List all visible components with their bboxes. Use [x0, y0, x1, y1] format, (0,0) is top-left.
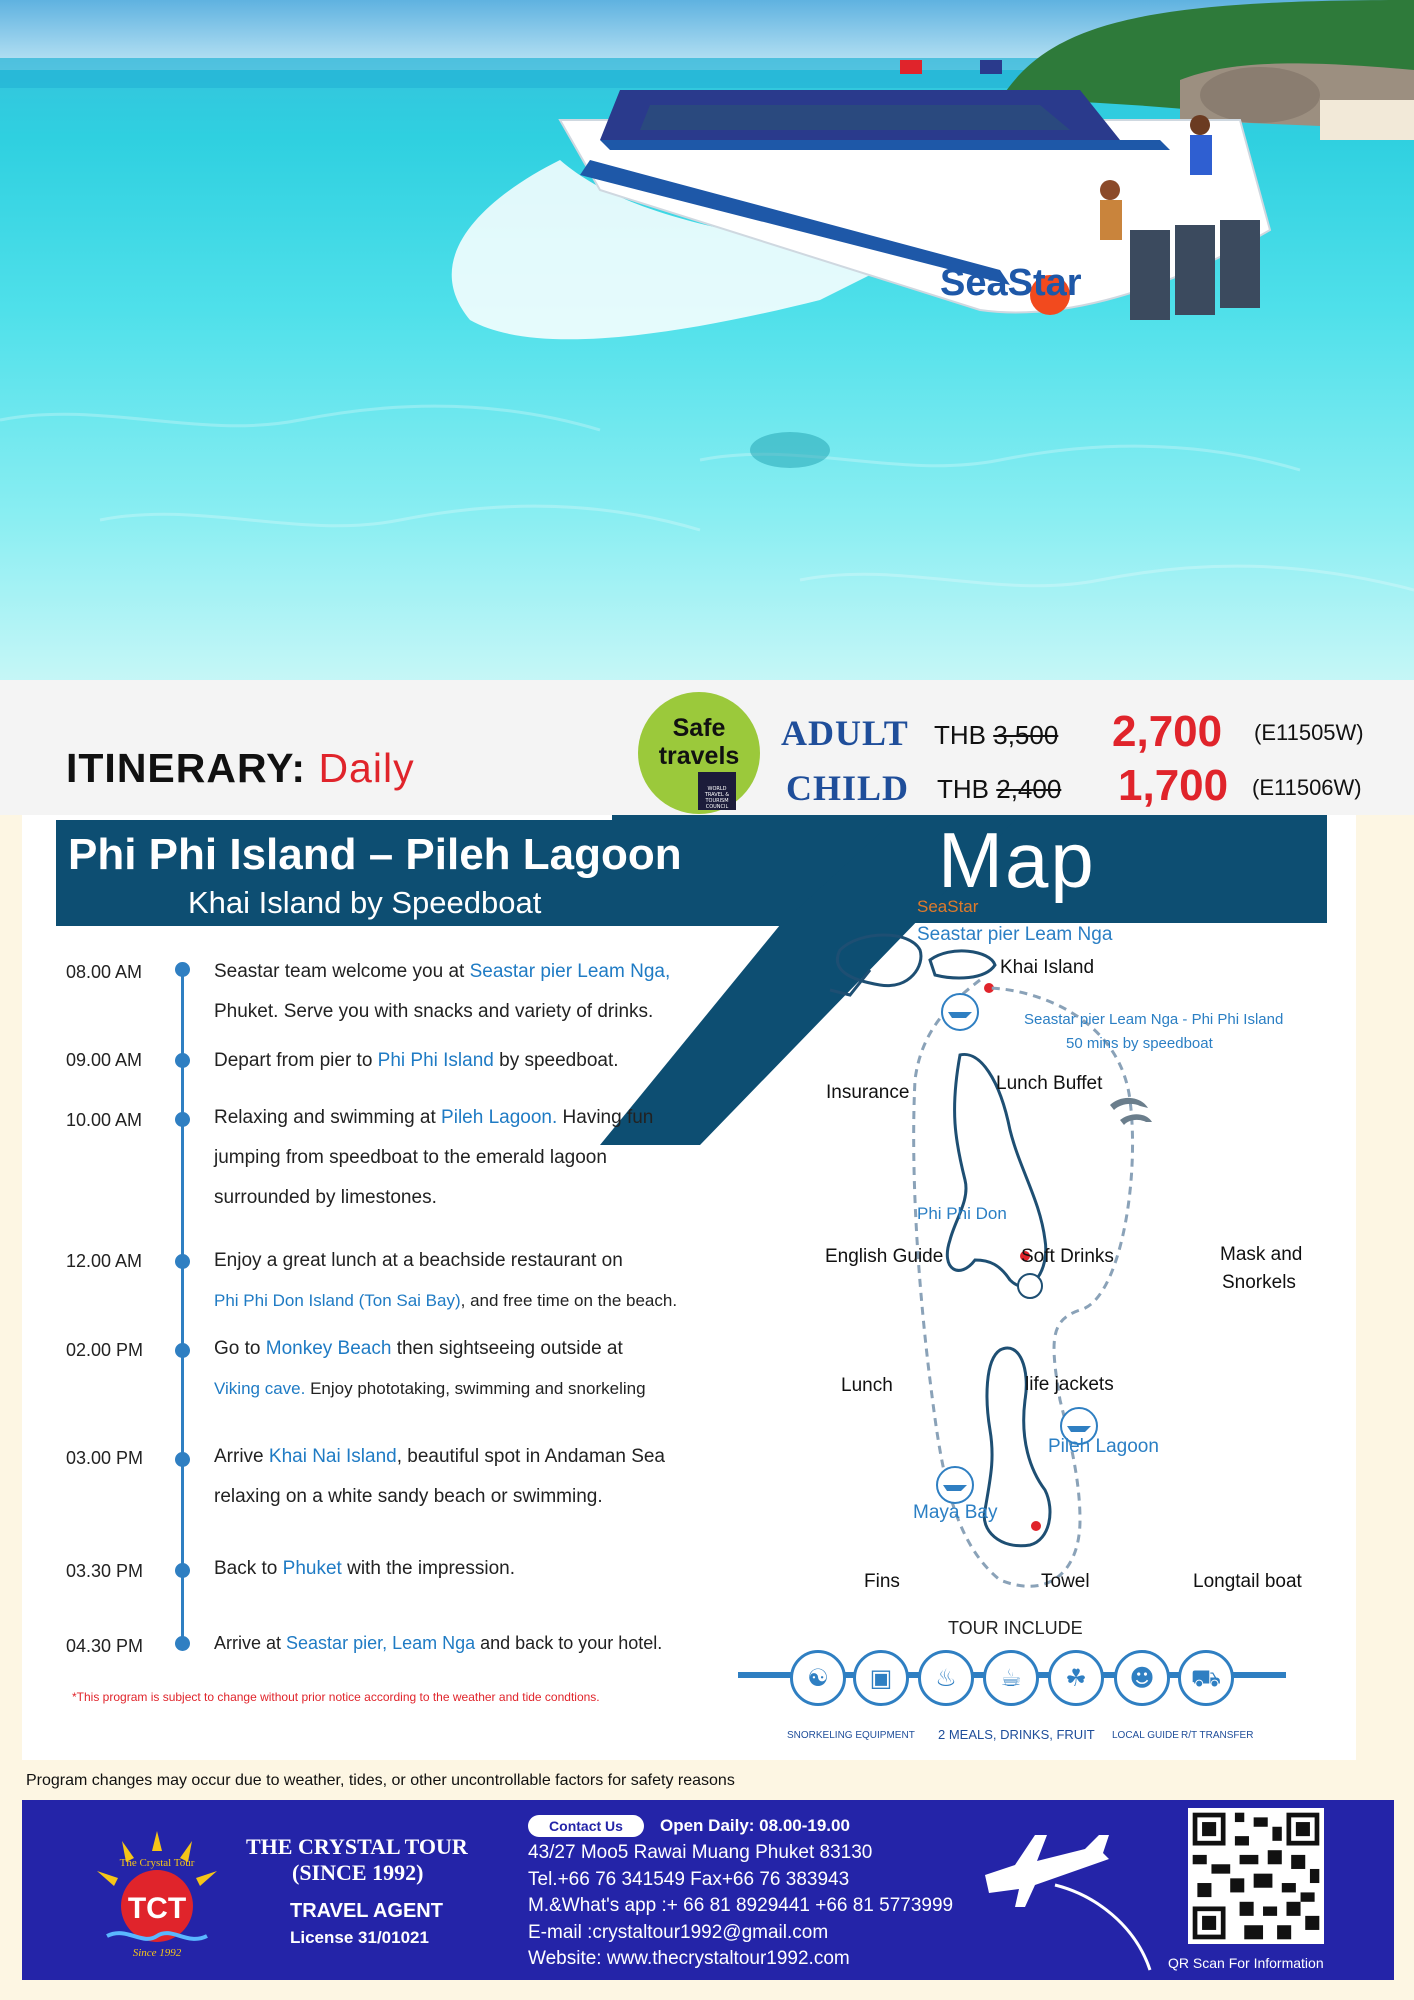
timeline-dot: [175, 1636, 190, 1651]
include-fins: Fins: [864, 1571, 900, 1592]
include-lunch-buffet: Lunch Buffet: [996, 1073, 1103, 1094]
contact-us-button[interactable]: Contact Us: [528, 1815, 644, 1837]
boat-brand-text: SeaStar: [940, 262, 1082, 304]
include-soft-drinks: Soft Drinks: [1021, 1246, 1114, 1267]
desc-text: Arrive: [214, 1446, 269, 1467]
desc-highlight: Khai Nai Island: [268, 1446, 397, 1467]
map-pier-label: Seastar pier Leam Nga: [917, 924, 1113, 945]
map-route-line2: 50 mins by speedboat: [1066, 1035, 1213, 1052]
map-khai-label: Khai Island: [1000, 957, 1095, 978]
adult-currency: THB: [934, 720, 986, 750]
itinerary-heading: [66, 745, 415, 792]
time-0200: 02.00 PM: [66, 1340, 144, 1360]
adult-old-value: 3,500: [993, 720, 1059, 750]
license-number: License 31/01021: [290, 1928, 429, 1947]
schedule-item-0330: [214, 1549, 694, 1589]
itinerary-label: ITINERARY:: [66, 745, 307, 791]
map-route-line1: Seastar pier Leam Nga - Phi Phi Island: [1024, 1011, 1284, 1028]
company-since: (SINCE 1992): [292, 1860, 424, 1885]
itinerary-frequency: Daily: [318, 745, 415, 791]
child-old-value: 2,400: [996, 774, 1062, 804]
child-price-old: [937, 774, 1061, 805]
tct-logo: [82, 1826, 232, 1961]
schedule-item-0900: [214, 1041, 694, 1081]
timeline-dot: [175, 962, 190, 977]
desc-text: with the impression.: [341, 1558, 515, 1579]
desc-text: and back to your hotel.: [475, 1633, 663, 1653]
guide-icon: ☻: [1114, 1650, 1170, 1706]
hero-photo: [0, 0, 1414, 690]
desc-text: Arrive at: [214, 1633, 287, 1653]
map-brand: SeaStar: [917, 897, 979, 916]
include-insurance: Insurance: [826, 1082, 910, 1103]
website[interactable]: Website: www.thecrystaltour1992.com: [528, 1948, 850, 1969]
map-phiphidon-label: Phi Phi Don: [917, 1204, 1007, 1223]
time-0800: 08.00 AM: [66, 962, 143, 982]
email[interactable]: E-mail :crystaltour1992@gmail.com: [528, 1922, 829, 1943]
adult-price-new: 2,700: [1112, 707, 1223, 756]
whatsapp: M.&What's app :+ 66 81 8929441 +66 81 5773999: [528, 1895, 954, 1916]
time-0430: 04.30 PM: [66, 1636, 144, 1656]
desc-highlight: Viking cave.: [214, 1379, 306, 1398]
map-maya-label: Maya Bay: [913, 1502, 998, 1523]
desc-text: , beautiful spot in Andaman Sea: [396, 1446, 666, 1467]
logo-letters: TCT: [127, 1892, 187, 1925]
include-lunch: Lunch: [841, 1375, 893, 1396]
change-note: *This program is subject to change without prior notice according to the weather and tide condtions.: [72, 1690, 600, 1704]
desc-text: Having fun: [557, 1107, 654, 1128]
wttc-logo: WORLD TRAVEL & TOURISM COUNCIL: [698, 772, 736, 810]
timeline-dot: [175, 1053, 190, 1068]
desc-text: by speedboat.: [493, 1050, 619, 1071]
tour-subtitle: Khai Island by Speedboat: [188, 885, 542, 920]
desc-text: Phuket. Serve you with snacks and variety of drinks.: [214, 1001, 654, 1022]
badge-line1: Safe: [672, 714, 726, 742]
snorkel-icon: ☯: [790, 1650, 846, 1706]
qr-label: QR Scan For Information: [1168, 1955, 1324, 1971]
child-price-new: 1,700: [1118, 761, 1229, 810]
timeline-dot: [175, 1254, 190, 1269]
company-name: THE CRYSTAL TOUR: [246, 1834, 468, 1859]
child-currency: THB: [937, 774, 989, 804]
badge-line2: travels: [658, 742, 740, 770]
map-word: Map: [938, 816, 1096, 904]
child-label: CHILD: [786, 768, 910, 808]
desc-text: surrounded by limestones.: [214, 1187, 437, 1208]
adult-label: ADULT: [781, 713, 909, 753]
schedule-item-0200: [214, 1329, 694, 1409]
tour-include-title: TOUR INCLUDE: [948, 1618, 1083, 1638]
desc-text: relaxing on a white sandy beach or swimming.: [214, 1486, 603, 1507]
desc-text: jumping from speedboat to the emerald lagoon: [214, 1147, 607, 1168]
timeline-dot: [175, 1563, 190, 1578]
time-0330: 03.30 PM: [66, 1561, 144, 1581]
desc-highlight: Pileh Lagoon.: [441, 1107, 558, 1128]
logo-since-text: Since 1992: [132, 1947, 182, 1959]
safe-travels-badge: [638, 692, 760, 814]
schedule-item-1200: [214, 1241, 694, 1321]
desc-text: , and free time on the beach.: [460, 1291, 678, 1310]
drink-icon: ☕: [983, 1650, 1039, 1706]
desc-highlight: Phuket: [282, 1558, 342, 1579]
adult-code: (E11505W): [1254, 720, 1364, 745]
logo-arc-text: The Crystal Tour: [119, 1857, 195, 1869]
travel-agent-label: TRAVEL AGENT: [290, 1900, 443, 1922]
schedule-item-1000: [214, 1098, 694, 1218]
include-longtail-boat: Longtail boat: [1193, 1571, 1302, 1592]
safety-disclaimer: Program changes may occur due to weather, tides, or other uncontrollable factors for safety reasons: [26, 1772, 735, 1789]
include-label-guide: LOCAL GUIDE: [1112, 1730, 1179, 1741]
desc-text: Seastar team welcome you at: [214, 961, 470, 982]
include-label-meals: 2 MEALS, DRINKS, FRUIT: [938, 1727, 1095, 1742]
map-pileh-label: Pileh Lagoon: [1048, 1436, 1159, 1457]
include-english-guide: English Guide: [825, 1246, 944, 1267]
time-1000: 10.00 AM: [66, 1110, 143, 1130]
schedule-item-0300: [214, 1437, 694, 1517]
desc-highlight: Seastar pier Leam Nga,: [469, 961, 671, 982]
include-life-jackets: life jackets: [1025, 1374, 1114, 1395]
desc-text: then sightseeing outside at: [391, 1338, 623, 1359]
telephone: Tel.+66 76 341549 Fax+66 76 383943: [528, 1869, 850, 1890]
fruit-icon: ☘: [1048, 1650, 1104, 1706]
desc-text: Depart from pier to: [214, 1050, 378, 1071]
include-label-snorkeling: SNORKELING EQUIPMENT: [787, 1730, 915, 1741]
time-0300: 03.00 PM: [66, 1448, 144, 1468]
adult-price-old: [934, 720, 1058, 751]
include-label-transfer: R/T TRANSFER: [1181, 1730, 1254, 1741]
timeline-dot: [175, 1112, 190, 1127]
desc-highlight: Monkey Beach: [265, 1338, 392, 1359]
include-mask-line1: Mask and: [1220, 1244, 1303, 1265]
timeline-dot: [175, 1452, 190, 1467]
life-jacket-icon: ▣: [853, 1650, 909, 1706]
time-0900: 09.00 AM: [66, 1050, 143, 1070]
include-towel: Towel: [1041, 1571, 1090, 1592]
tour-title: Phi Phi Island – Pileh Lagoon: [68, 830, 682, 879]
opening-hours: Open Daily: 08.00-19.00: [660, 1816, 850, 1835]
child-code: (E11506W): [1252, 775, 1362, 800]
timeline-dot: [175, 1343, 190, 1358]
qr-code[interactable]: [1188, 1808, 1324, 1944]
time-1200: 12.00 AM: [66, 1251, 143, 1271]
desc-text: Go to: [214, 1338, 266, 1359]
meal-icon: ♨: [918, 1650, 974, 1706]
airplane-icon: [975, 1815, 1165, 1975]
timeline-line: [181, 972, 184, 1648]
desc-text: Enjoy phototaking, swimming and snorkeling: [305, 1379, 646, 1398]
desc-text: Back to: [214, 1558, 283, 1579]
include-mask-line2: Snorkels: [1222, 1272, 1296, 1293]
schedule-item-0430: [214, 1623, 694, 1663]
desc-text: Enjoy a great lunch at a beachside restaurant on: [214, 1250, 623, 1271]
desc-text: Relaxing and swimming at: [214, 1107, 442, 1128]
desc-highlight: Phi Phi Island: [377, 1050, 494, 1071]
transfer-van-icon: ⛟: [1178, 1650, 1234, 1706]
desc-highlight: Seastar pier, Leam Nga: [286, 1633, 476, 1653]
address: 43/27 Moo5 Rawai Muang Phuket 83130: [528, 1842, 873, 1863]
schedule-item-0800: [214, 952, 694, 1032]
desc-highlight: Phi Phi Don Island (Ton Sai Bay): [214, 1291, 461, 1310]
speedboat-scene: [0, 0, 1414, 690]
